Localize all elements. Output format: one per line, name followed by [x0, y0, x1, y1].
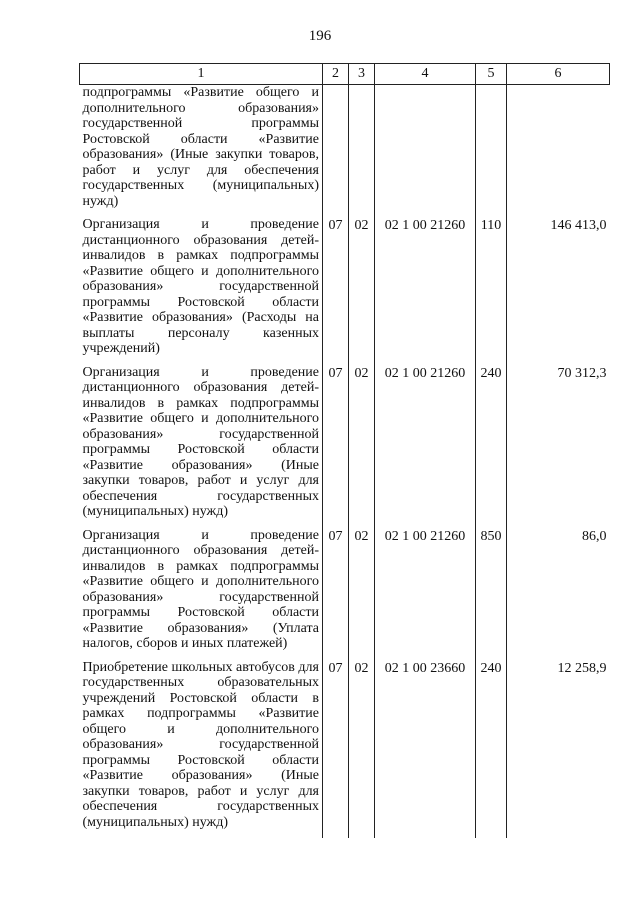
row-description: Организация и проведение дистанционного образования детей-инвалидов в рамках подпрограммы «Развитие общего и дополнительного образования» государственной программы Ростовской области «Развитие образования» (Уплата налогов, сборов и иных платежей) [82, 527, 319, 651]
budget-table [79, 63, 610, 838]
row-expense-type [476, 85, 507, 218]
row-target-code: 02 1 00 23660 [375, 660, 476, 839]
header-col-6: 6 [507, 64, 610, 85]
table-header [80, 64, 610, 85]
row-target-code: 02 1 00 21260 [375, 528, 476, 660]
row-target-code: 02 1 00 21260 [375, 217, 476, 365]
row-section: 07 [323, 365, 349, 528]
row-subsection: 02 [349, 528, 375, 660]
header-col-3: 3 [349, 64, 375, 85]
row-amount: 146 413,0 [507, 217, 610, 365]
header-col-2: 2 [323, 64, 349, 85]
row-description: подпрограммы «Развитие общего и дополнительного образования» государственной программы Ростовской области «Развитие образования» (Иные закупки товаров, работ и услуг для обеспечения государственных (муниципальных) нужд) [82, 85, 319, 209]
row-expense-type: 110 [476, 217, 507, 365]
table-row [80, 217, 610, 365]
row-description: Приобретение школьных автобусов для государственных образовательных учреждений Ростовской области в рамках подпрограммы «Развитие общего и дополнительного образования» государственной программы Ростовской области «Развитие образования» (Иные закупки товаров, работ и услуг для обеспечения государственных (муниципальных) нужд) [82, 659, 319, 830]
row-expense-type: 240 [476, 365, 507, 528]
table-body [80, 85, 610, 839]
row-subsection: 02 [349, 217, 375, 365]
header-col-1: 1 [80, 64, 323, 85]
table-row [80, 365, 610, 528]
row-expense-type: 850 [476, 528, 507, 660]
header-col-5: 5 [476, 64, 507, 85]
row-section: 07 [323, 217, 349, 365]
row-section: 07 [323, 528, 349, 660]
header-col-4: 4 [375, 64, 476, 85]
row-section [323, 85, 349, 218]
row-amount [507, 85, 610, 218]
row-amount: 86,0 [507, 528, 610, 660]
row-section: 07 [323, 660, 349, 839]
row-subsection [349, 85, 375, 218]
row-subsection: 02 [349, 660, 375, 839]
row-target-code: 02 1 00 21260 [375, 365, 476, 528]
header-row [80, 64, 610, 85]
table-row [80, 660, 610, 839]
row-expense-type: 240 [476, 660, 507, 839]
row-description: Организация и проведение дистанционного образования детей-инвалидов в рамках подпрограммы «Развитие общего и дополнительного образования» государственной программы Ростовской области «Развитие образования» (Иные закупки товаров, работ и услуг для обеспечения государственных (муниципальных) нужд) [82, 364, 319, 519]
row-subsection: 02 [349, 365, 375, 528]
table-row [80, 85, 610, 218]
page-number: 196 [308, 28, 332, 44]
row-description: Организация и проведение дистанционного образования детей-инвалидов в рамках подпрограммы «Развитие общего и дополнительного образования» государственной программы Ростовской области «Развитие образования» (Расходы на выплаты персоналу казенных учреждений) [82, 217, 319, 356]
row-amount: 12 258,9 [507, 660, 610, 839]
table-row [80, 528, 610, 660]
row-target-code [375, 85, 476, 218]
row-amount: 70 312,3 [507, 365, 610, 528]
